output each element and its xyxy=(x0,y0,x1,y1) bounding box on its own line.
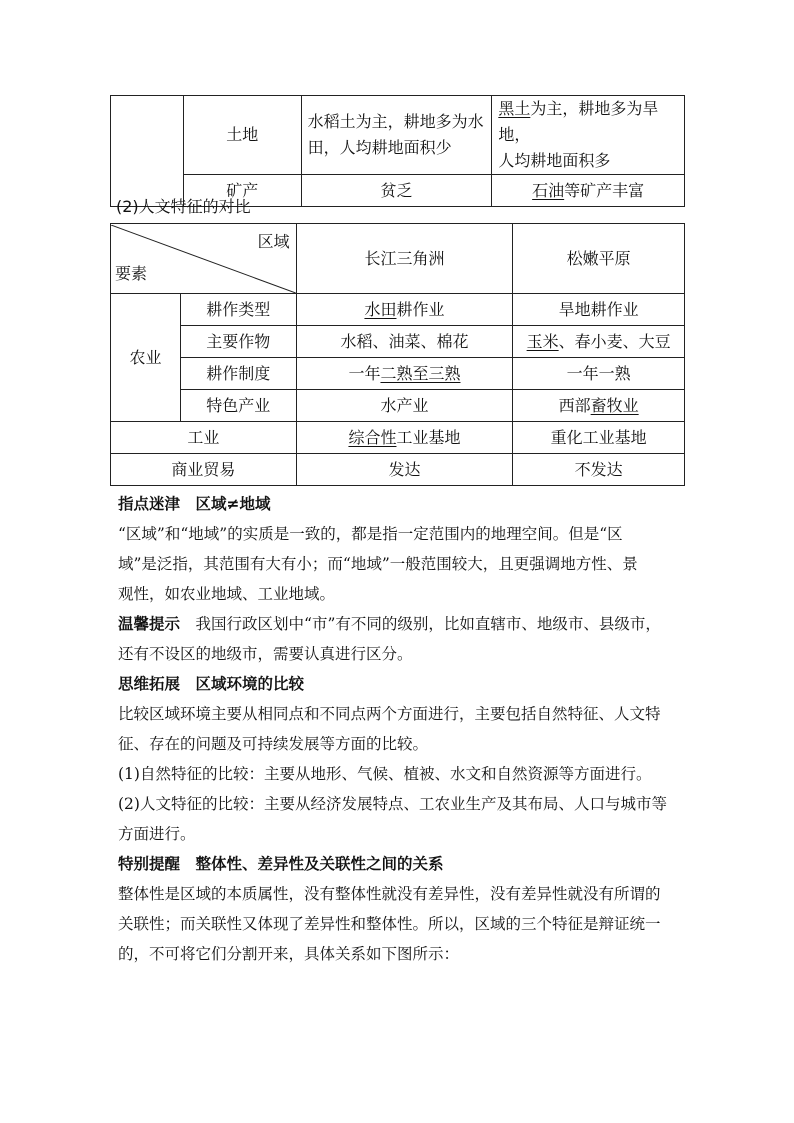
paragraph-line: 域”是泛指，其范围有大有小；而“地域”一般范围较大，且更强调地方性、景 xyxy=(118,555,638,573)
underlined-term: 综合性 xyxy=(348,427,397,447)
table-cell: 西部畜牧业 xyxy=(513,390,685,422)
row-label-land: 土地 xyxy=(183,96,301,175)
tip-heading: 特别提醒 整体性、差异性及关联性之间的关系 xyxy=(118,855,444,873)
table-cell: 重化工业基地 xyxy=(513,422,685,454)
paragraph-line: 方面进行。 xyxy=(118,825,196,843)
table-cell: 旱地耕作业 xyxy=(513,294,685,326)
row-label: 特色产业 xyxy=(180,390,296,422)
category-agriculture: 农业 xyxy=(111,294,181,422)
tip-heading: 思维拓展 区域环境的比较 xyxy=(118,675,305,693)
human-features-table xyxy=(110,223,685,486)
row-label-industry: 工业 xyxy=(111,422,297,454)
row-label: 耕作制度 xyxy=(180,358,296,390)
table-cell: 水产业 xyxy=(296,390,513,422)
diagonal-header-cell xyxy=(111,224,297,294)
natural-features-table xyxy=(110,95,685,207)
mineral-snp-cell: 石油等矿产丰富 xyxy=(492,175,685,207)
merged-category-cell xyxy=(111,96,184,207)
paragraph-line: 关联性；而关联性又体现了差异性和整体性。所以，区域的三个特征是辩证统一 xyxy=(118,915,661,933)
underlined-term: 畜牧业 xyxy=(590,395,639,415)
table-cell: 综合性工业基地 xyxy=(296,422,513,454)
tip-heading: 指点迷津 区域≠地域 xyxy=(118,495,271,513)
tip-heading: 温馨提示 xyxy=(118,615,181,633)
row-label-mineral: 矿产 xyxy=(183,175,301,207)
column-header-cjs: 长江三角洲 xyxy=(296,224,513,294)
mineral-cjs-cell: 贫乏 xyxy=(301,175,492,207)
table-cell: 发达 xyxy=(296,454,513,486)
paragraph-line: 观性，如农业地域、工业地域。 xyxy=(118,585,336,603)
table-cell: 不发达 xyxy=(513,454,685,486)
underlined-term: 玉米 xyxy=(526,331,559,351)
table-cell: 一年二熟至三熟 xyxy=(296,358,513,390)
paragraph-line: 整体性是区域的本质属性，没有整体性就没有差异性，没有差异性就没有所谓的 xyxy=(118,885,661,903)
underlined-term: 二熟至三熟 xyxy=(380,363,461,383)
paragraph-line: (2)人文特征的比较：主要从经济发展特点、工农业生产及其布局、人口与城市等 xyxy=(118,795,667,813)
row-label: 主要作物 xyxy=(180,326,296,358)
table-cell: 一年一熟 xyxy=(513,358,685,390)
paragraph-line: 还有不设区的地级市，需要认真进行区分。 xyxy=(118,645,413,663)
underlined-term: 黑土 xyxy=(498,99,531,118)
paragraph-line: 征、存在的问题及可持续发展等方面的比较。 xyxy=(118,735,429,753)
paragraph-line: 的，不可将它们分割开来，具体关系如下图所示： xyxy=(118,945,460,963)
paragraph-line: 比较区域环境主要从相同点和不同点两个方面进行，主要包括自然特征、人文特 xyxy=(118,705,661,723)
land-snp-cell: 黑土为主，耕地多为旱地， 人均耕地面积多 xyxy=(492,96,685,175)
table-cell: 水稻、油菜、棉花 xyxy=(296,326,513,358)
table-cell: 水田耕作业 xyxy=(296,294,513,326)
corner-label-region: 区域 xyxy=(257,231,290,251)
paragraph-line: 温馨提示 我国行政区划中“市”有不同的级别，比如直辖市、地级市、县级市， xyxy=(118,615,661,633)
notes-section xyxy=(118,489,688,969)
table2-caption: (2)人文特征的对比 xyxy=(116,197,251,216)
row-label-trade: 商业贸易 xyxy=(111,454,297,486)
paragraph-line: “区域”和“地域”的实质是一致的，都是指一定范围内的地理空间。但是“区 xyxy=(118,525,623,543)
column-header-snp: 松嫩平原 xyxy=(513,224,685,294)
row-label: 耕作类型 xyxy=(180,294,296,326)
corner-label-element: 要素 xyxy=(115,263,148,283)
underlined-term: 石油 xyxy=(532,180,565,200)
paragraph-line: (1)自然特征的比较：主要从地形、气候、植被、水文和自然资源等方面进行。 xyxy=(118,765,652,783)
table-cell: 玉米、春小麦、大豆 xyxy=(513,326,685,358)
underlined-term: 水田 xyxy=(364,299,397,319)
land-cjs-cell: 水稻土为主，耕地多为水 田，人均耕地面积少 xyxy=(301,96,492,175)
